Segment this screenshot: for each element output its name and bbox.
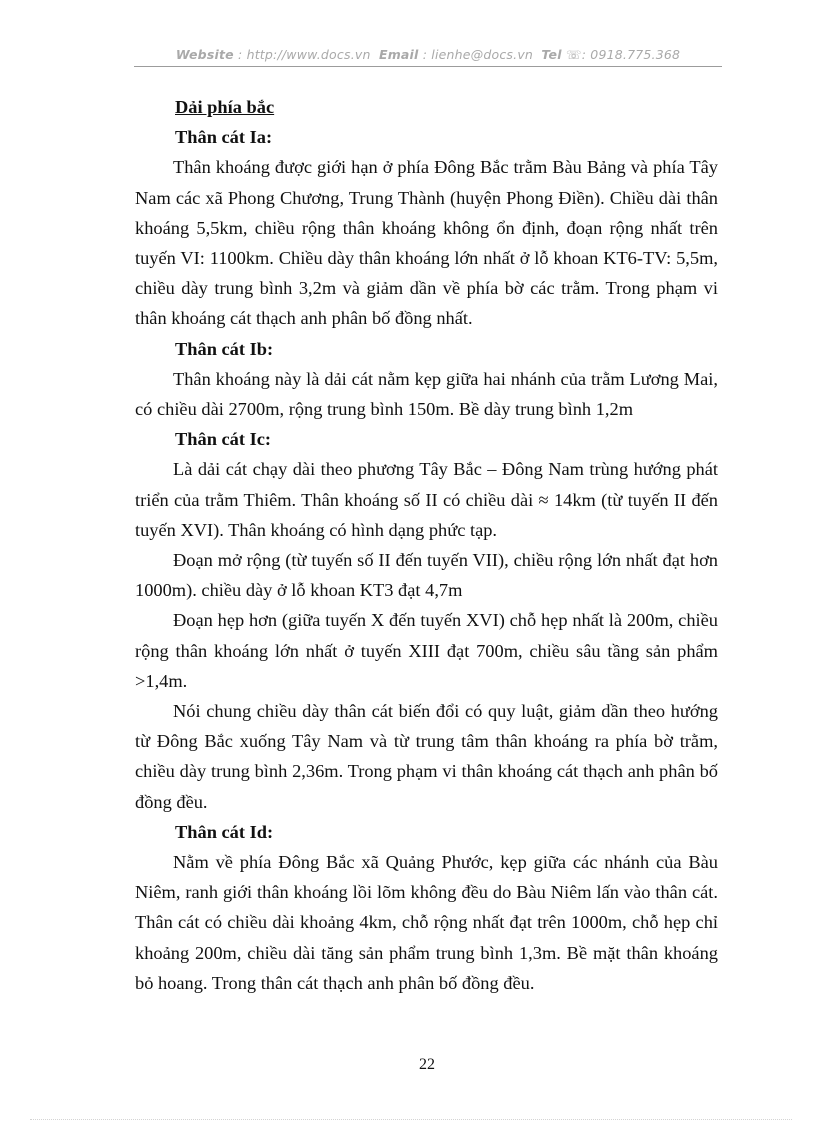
- phone-icon: ☏: [565, 47, 582, 62]
- paragraph-ic-4: Nói chung chiều dày thân cát biến đổi có quy luật, giảm dần theo hướng từ Đông Bắc xuống Tây Nam và từ trung tâm thân khoáng ra phía bờ trằm, chiều dày trung bình 2,36m. Trong phạm vi thân khoáng cát thạch anh phân bố đồng đều.: [135, 701, 718, 812]
- email-value: : lienhe@docs.vn: [422, 47, 534, 62]
- paragraph-ib: Thân khoáng này là dải cát nằm kẹp giữa hai nhánh của trằm Lương Mai, có chiều dài 2700m, rộng trung bình 150m. Bề dày trung bình 1,2m: [135, 368, 718, 420]
- paragraph-ia: Thân khoáng được giới hạn ở phía Đông Bắc trằm Bàu Bảng và phía Tây Nam các xã Phong Chương, Trung Thành (huyện Phong Điền). Chiều dài thân khoáng 5,5km, chiều rộng thân khoáng không ổn định, đoạn rộng nhất trên tuyến VI: 1100km. Chiều dày thân khoáng lớn nhất ở lỗ khoan KT6-TV: 5,5m, chiều dày trung bình 3,2m và giảm dần về phía bờ các trằm. Trong phạm vi thân khoáng cát thạch anh phân bố đồng nhất.: [135, 157, 718, 329]
- paragraph-ic-1: Là dải cát chạy dài theo phương Tây Bắc – Đông Nam trùng hướng phát triển của trằm Thiêm. Thân khoáng số II có chiều dài ≈ 14km (từ tuyến II đến tuyến XVI). Thân khoáng có hình dạng phức tạp.: [135, 459, 718, 540]
- subheading-ib: Thân cát Ib:: [175, 338, 274, 359]
- page-header: [134, 47, 722, 62]
- footer-divider: [30, 1119, 792, 1120]
- website-value: : http://www.docs.vn: [238, 47, 371, 62]
- tel-value: : 0918.775.368: [581, 47, 681, 62]
- paragraph-id: Nằm về phía Đông Bắc xã Quảng Phước, kẹp giữa các nhánh của Bàu Niêm, ranh giới thân khoáng lồi lõm không đều do Bàu Niêm lấn vào thân cát. Thân cát có chiều dài khoảng 4km, chỗ rộng nhất đạt trên 1000m, chỗ hẹp chỉ khoảng 200m, chiều dài tăng sản phẩm trung bình 1,3m. Bề mặt thân khoáng bỏ hoang. Trong thân cát thạch anh phân bố đồng đều.: [135, 852, 718, 993]
- website-label: Website: [175, 47, 234, 62]
- subheading-id: Thân cát Id:: [175, 821, 274, 842]
- header-divider: [134, 66, 722, 67]
- email-label: Email: [378, 47, 419, 62]
- subheading-ic: Thân cát Ic:: [175, 429, 272, 450]
- tel-label: Tel: [541, 47, 562, 62]
- document-body: [135, 92, 718, 998]
- section-heading: [135, 92, 718, 122]
- paragraph-ic-3: Đoạn hẹp hơn (giữa tuyến X đến tuyến XVI) chỗ hẹp nhất là 200m, chiều rộng thân khoáng lớn nhất ở tuyến XIII đạt 700m, chiều sâu tầng sản phẩm >1,4m.: [135, 610, 718, 691]
- page-number: 22: [419, 1056, 435, 1073]
- section-title: Dải phía bắc: [175, 97, 275, 117]
- paragraph-ic-2: Đoạn mở rộng (từ tuyến số II đến tuyến VII), chiều rộng lớn nhất đạt hơn 1000m). chiều dày ở lỗ khoan KT3 đạt 4,7m: [135, 550, 718, 601]
- subheading-ia: Thân cát Ia:: [175, 127, 273, 148]
